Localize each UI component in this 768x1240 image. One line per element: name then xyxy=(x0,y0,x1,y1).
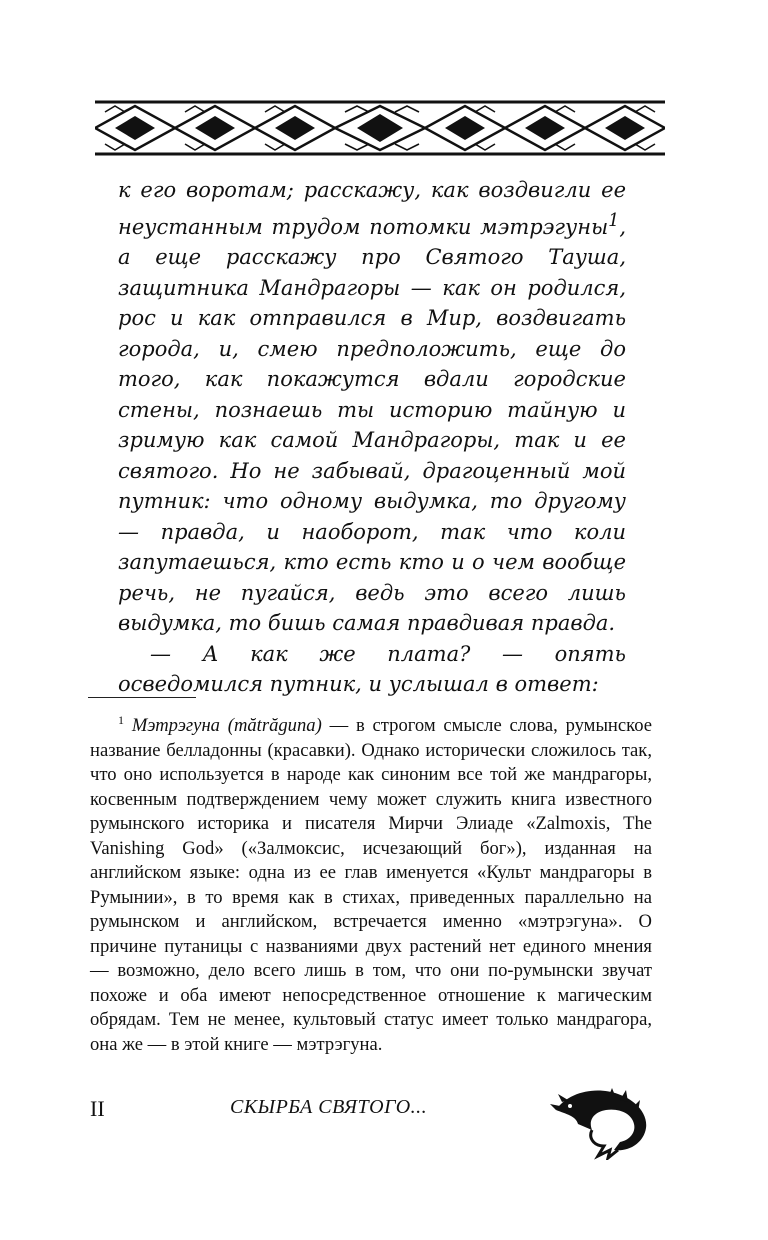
footnote-term: Мэтрэгуна (mătrăguna) xyxy=(131,715,322,737)
main-paragraph-1 xyxy=(118,175,626,639)
footnote-number: 1 xyxy=(118,713,124,727)
running-title: СКЫРБА СВЯТОГО... xyxy=(230,1096,428,1118)
ornament-border-icon xyxy=(95,98,665,158)
dragon-icon xyxy=(548,1080,658,1160)
footnote xyxy=(90,708,652,1057)
main-paragraph-1-start: к его воротам; расскажу, как воздвигли ее неустанным трудом потомки мэтрэгуны xyxy=(118,178,626,239)
footnote-text: — в строгом смысле слова, румынское название белладонны (красавки). Однако исторически сложилось так, что оно используется в народе как синоним все той же мандрагоры, косвенным подтверждением чему может служить книга известного румынского историка и писателя Мирчи Элиаде «Zalmoxis, The Vanishing God» («Залмоксис, исчезающий бог»), изданная на английском языке: одна из ее глав именуется «Культ мандрагоры в Румынии», в то время как в стихах, приведенных параллельно на румынском и английском, встречается именно «мэтрэгуна». О причине путаницы с названиями двух растений нет единого мнения — возможно, дело всего лишь в том, что они по-румынски звучат похоже и оба имеют непосредственное отношение к магическим обрядам. Тем не менее, культовый статус имеет только мандрагора, она же — в этой книге — мэтрэгуна. xyxy=(90,715,653,1055)
footnote-marker: 1 xyxy=(608,210,620,231)
page-number: II xyxy=(90,1096,105,1121)
page-footer xyxy=(90,1080,670,1160)
main-paragraph-2: — А как же плата? — опять осведомился путник, и услышал в ответ: xyxy=(118,641,626,696)
footnote-divider xyxy=(88,697,196,698)
main-text xyxy=(118,175,626,700)
main-paragraph-1-rest: , а еще расскажу про Святого Тауша, защитника Мандрагоры — как он родился, рос и как отправился в Мир, воздвигать города, и, смею предположить, еще до того, как покажутся вдали городские стены, познаешь ты историю тайную и зримую как самой Мандрагоры, так и ее святого. Но не забывай, драгоценный мой путник: что одному выдумка, то другому — правда, и наоборот, так что коли запутаешься, кто есть кто и о чем вообще речь, не пугайся, ведь это всего лишь выдумка, то бишь самая правдивая правда. xyxy=(118,214,626,635)
